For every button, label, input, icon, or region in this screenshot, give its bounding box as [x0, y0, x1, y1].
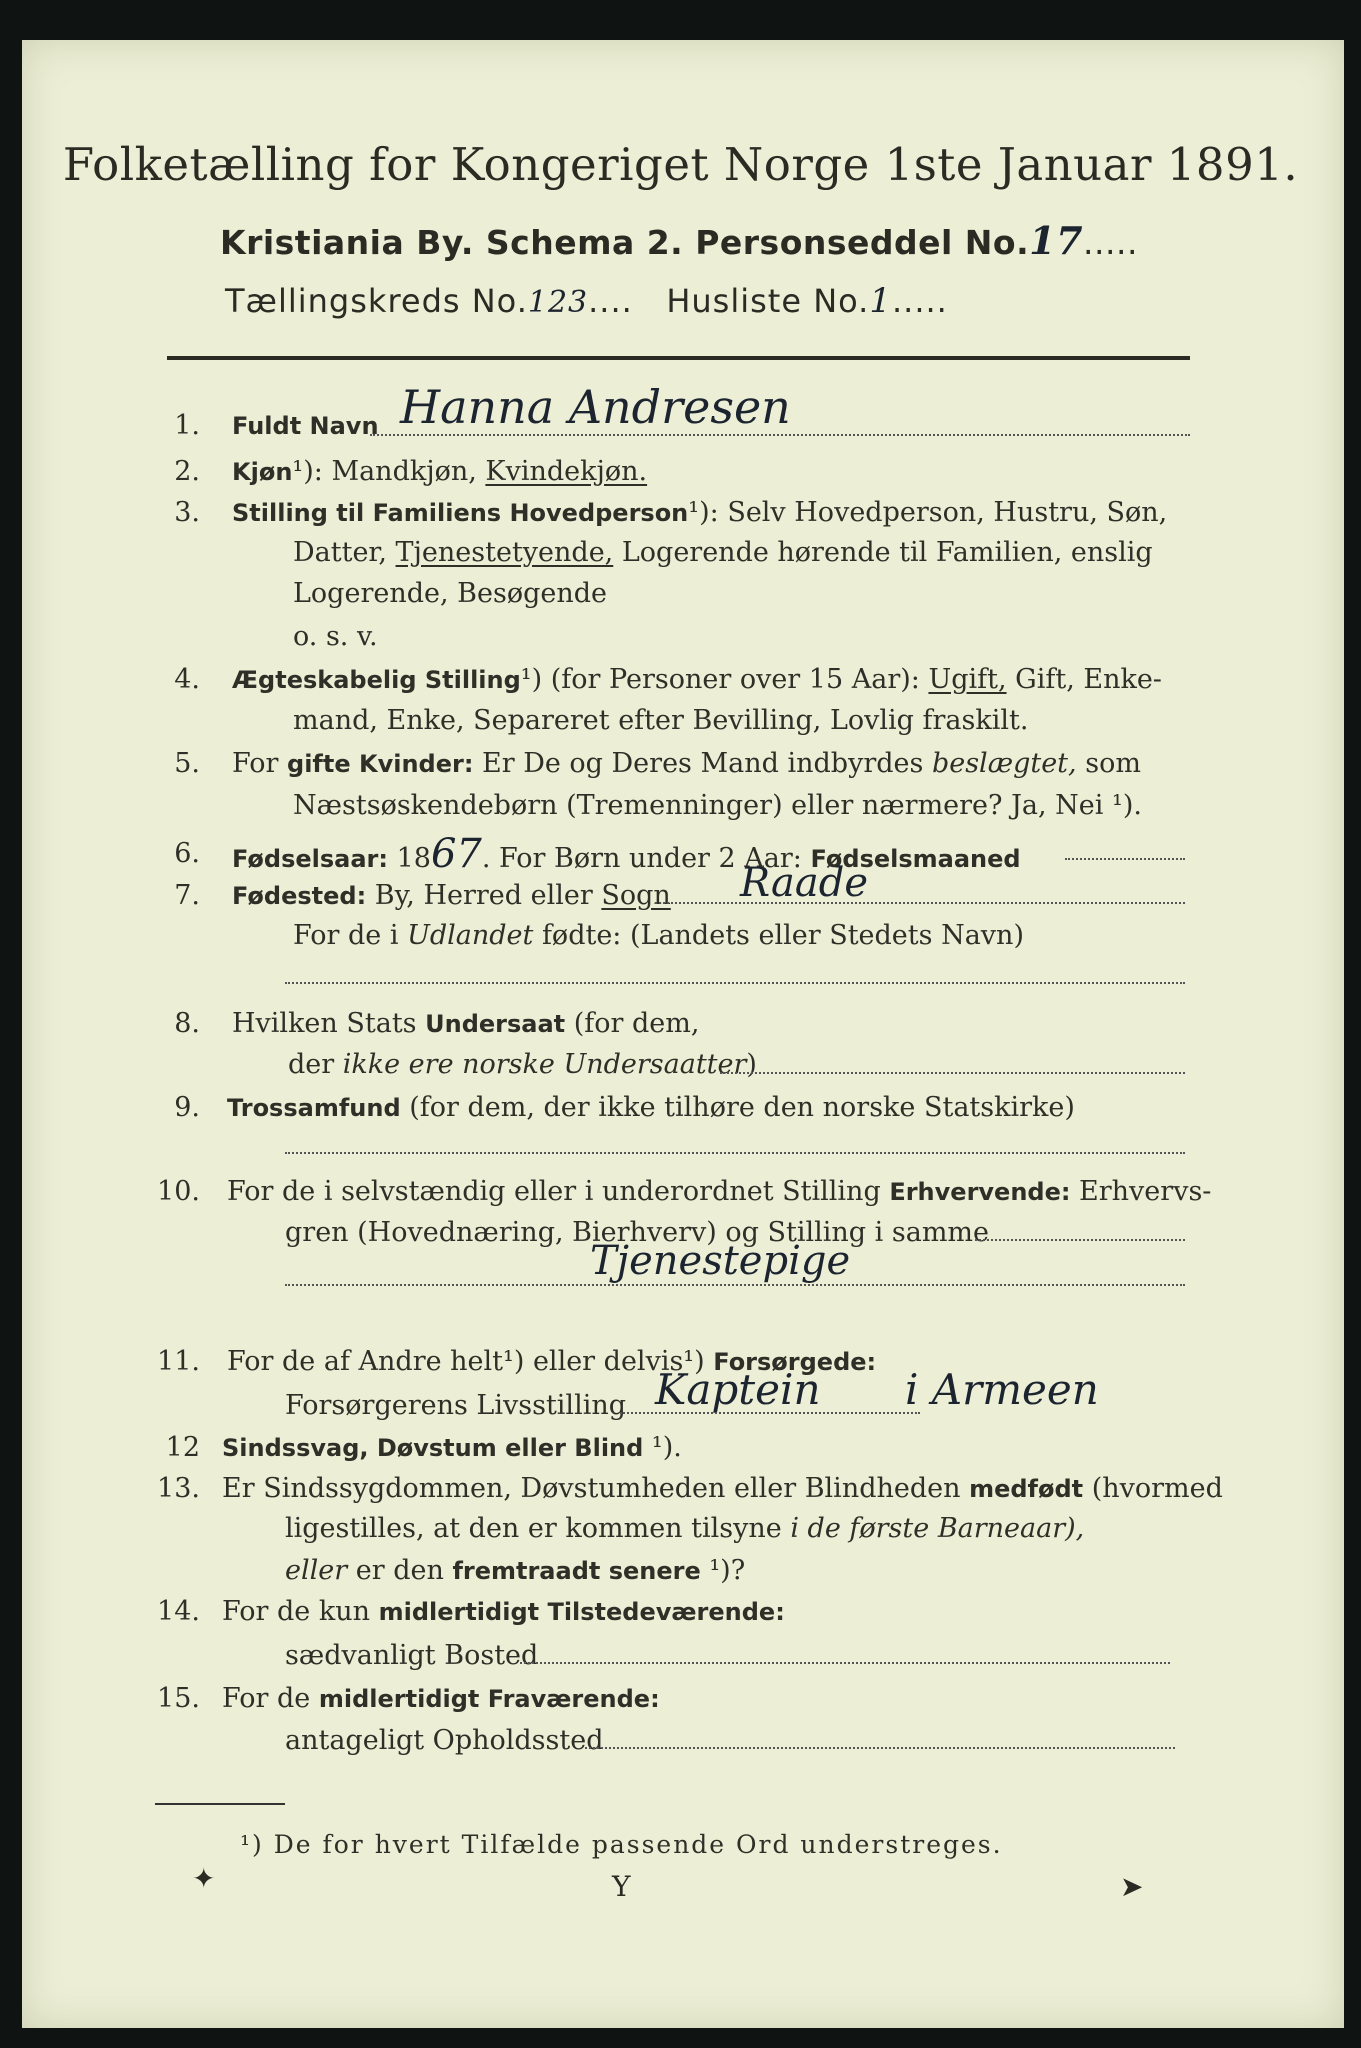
item-number: 2. [174, 456, 200, 487]
item-number: 3. [174, 497, 200, 528]
field-label: medfødt [969, 1475, 1084, 1503]
item-number: 14. [157, 1596, 200, 1627]
item-number: 4. [174, 664, 200, 695]
husliste-number: 1 [869, 281, 892, 321]
registration-mark-icon: Y [612, 1870, 631, 1903]
handwritten-birth-year: 67 [430, 831, 482, 877]
registration-mark-icon: ➤ [1120, 1870, 1144, 1903]
handwritten-provider-occupation: Kaptein [655, 1365, 821, 1414]
item-13: Er Sindssygdommen, Døvstumheden eller Blindheden medfødt (hvormed [222, 1473, 1223, 1504]
field-label: Sindssvag, Døvstum eller Blind [222, 1434, 644, 1462]
item-number: 11. [157, 1346, 200, 1377]
field-label: midlertidigt Tilstedeværende: [378, 1598, 785, 1626]
item-3-line2: Datter, Tjenestetyende, Logerende hørende til Familien, enslig [293, 537, 1153, 568]
tallingskreds-line: Tællingskreds No.123.... Husliste No.1..... [225, 281, 948, 321]
item-number: 15. [157, 1683, 200, 1714]
underlined-option: Tjenestetyende, [395, 537, 614, 568]
item-7-line2: For de i Udlandet fødte: (Landets eller Stedets Navn) [293, 920, 1024, 951]
field-label: Fuldt Navn [232, 412, 379, 440]
handwritten-occupation: Tjenestepige [590, 1238, 851, 1284]
dotted-line [370, 432, 1190, 436]
item-10-line2: gren (Hovednæring, Bierhverv) og Stilling i samme [285, 1217, 990, 1248]
item-number: 13. [157, 1473, 200, 1504]
field-label: gifte Kvinder: [287, 750, 474, 778]
item-10: For de i selvstændig eller i underordnet Stilling Erhvervende: Erhvervs- [227, 1176, 1212, 1207]
dotted-line [285, 980, 1185, 984]
husliste-label: Husliste No. [666, 282, 870, 320]
schema-line: Kristiania By. Schema 2. Personseddel No.17..... [220, 218, 1138, 263]
field-label: Ægteskabelig Stilling [232, 666, 521, 694]
item-15: For de midlertidigt Fraværende: [222, 1683, 660, 1714]
item-1 [232, 410, 379, 442]
dotted-line [285, 1150, 1185, 1154]
field-label: Fødested: [232, 882, 367, 910]
item-5: For gifte Kvinder: Er De og Deres Mand indbyrdes beslægtet, som [232, 748, 1141, 779]
field-label: Fødselsmaaned [810, 845, 1021, 873]
item-8: Hvilken Stats Undersaat (for dem, [232, 1008, 700, 1039]
personseddel-number: 17 [1029, 218, 1084, 263]
item-number: 8. [174, 1008, 200, 1039]
item-5-line2: Næstsøskendebørn (Tremenninger) eller nærmere? Ja, Nei ¹). [293, 790, 1142, 821]
dotted-line [585, 1745, 1175, 1749]
item-8-line2: der ikke ere norske Undersaatter) [288, 1049, 757, 1080]
item-6: Fødselsaar: 1867. For Børn under 2 Aar: Fødselsmaaned [232, 831, 1021, 877]
item-9: Trossamfund (for dem, der ikke tilhøre den norske Statskirke) [227, 1092, 1075, 1123]
dotted-line [620, 1410, 920, 1414]
registration-mark-icon: ✦ [192, 1862, 216, 1895]
item-number: 12 [165, 1432, 200, 1463]
footnote-rule [155, 1803, 285, 1805]
form-title: Folketælling for Kongeriget Norge 1ste Januar 1891. [62, 138, 1299, 191]
dotted-line [1065, 856, 1185, 860]
item-number: 5. [174, 748, 200, 779]
field-label: Undersaat [425, 1010, 566, 1038]
item-4-line2: mand, Enke, Separeret efter Bevilling, Lovlig fraskilt. [293, 705, 1029, 736]
field-label: fremtraadt senere [452, 1557, 701, 1585]
item-14: For de kun midlertidigt Tilstedeværende: [222, 1596, 785, 1627]
schema-label: Kristiania By. Schema 2. Personseddel No. [220, 223, 1030, 262]
item-3-line4: o. s. v. [293, 621, 378, 652]
item-15-line2: antageligt Opholdssted [285, 1725, 604, 1756]
item-number: 9. [174, 1092, 200, 1123]
item-3-line3: Logerende, Besøgende [293, 578, 607, 609]
field-label: Trossamfund [227, 1094, 401, 1122]
item-4: Ægteskabelig Stilling¹) (for Personer over 15 Aar): Ugift, Gift, Enke- [232, 664, 1162, 695]
handwritten-birthplace: Raade [740, 860, 869, 906]
item-13-line2: ligestilles, at den er kommen tilsyne i de første Barneaar), [285, 1513, 1085, 1544]
underlined-option: Ugift, [928, 664, 1007, 695]
dotted-line [655, 900, 1185, 904]
item-14-line2: sædvanligt Bosted [285, 1640, 539, 1671]
header-rule [167, 356, 1190, 360]
item-number: 7. [174, 880, 200, 911]
item-3: Stilling til Familiens Hovedperson¹): Selv Hovedperson, Hustru, Søn, [232, 497, 1168, 528]
tallingskreds-number: 123 [527, 285, 589, 320]
item-13-line3: eller er den fremtraadt senere ¹)? [285, 1555, 746, 1586]
item-number: 1. [174, 410, 200, 441]
item-11: For de af Andre helt¹) eller delvis¹) Forsørgede: [227, 1346, 877, 1377]
field-label: Kjøn [232, 458, 293, 486]
item-number: 6. [174, 838, 200, 869]
underlined-option: Sogn [601, 880, 671, 911]
item-2: Kjøn¹): Mandkjøn, Kvindekjøn. [232, 456, 648, 487]
dotted-line [975, 1237, 1185, 1241]
dotted-line [285, 1282, 1185, 1286]
dotted-line [520, 1660, 1170, 1664]
field-label: midlertidigt Fraværende: [318, 1685, 660, 1713]
handwritten-name: Hanna Andresen [400, 380, 791, 434]
item-number: 10. [157, 1176, 200, 1207]
field-label: Erhvervende: [889, 1178, 1071, 1206]
field-label: Stilling til Familiens Hovedperson [232, 499, 689, 527]
item-12: Sindssvag, Døvstum eller Blind ¹). [222, 1432, 682, 1463]
footnote: ¹) De for hvert Tilfælde passende Ord understreges. [240, 1830, 1003, 1859]
handwritten-provider-place: i Armeen [905, 1365, 1099, 1414]
dotted-line [720, 1070, 1185, 1074]
item-7: Fødested: By, Herred eller Sogn [232, 880, 671, 911]
underlined-option: Kvindekjøn. [485, 456, 648, 487]
tallingskreds-label: Tællingskreds No. [225, 282, 528, 320]
field-label: Fødselsaar: [232, 845, 388, 873]
field-label: Forsørgede: [713, 1348, 877, 1376]
item-11-line2: Forsørgerens Livsstilling [285, 1390, 627, 1421]
